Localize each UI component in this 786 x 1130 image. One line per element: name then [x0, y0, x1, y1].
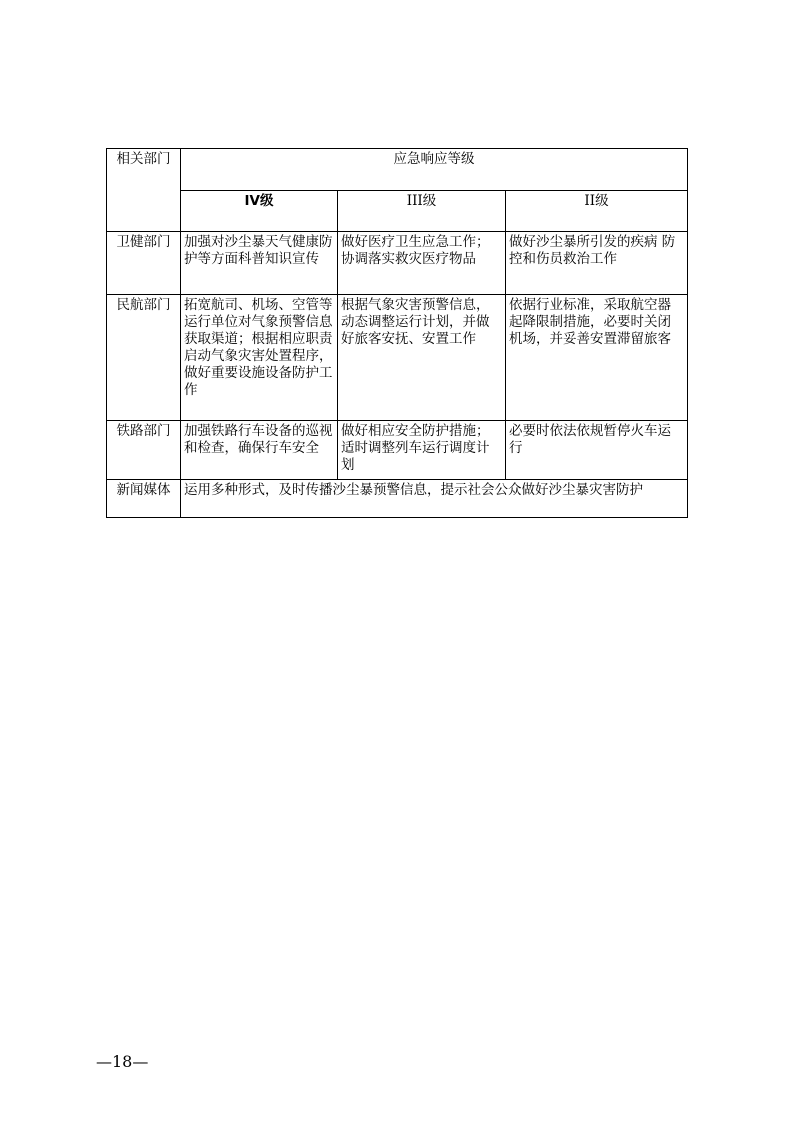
table-row-railway: [107, 421, 688, 480]
dept-aviation: 民航部门: [107, 295, 181, 421]
table-row-media: [107, 480, 688, 518]
response-level-header: 应急响应等级: [181, 149, 688, 191]
level-iii-header: III级: [338, 191, 506, 232]
dept-health: 卫健部门: [107, 232, 181, 295]
aviation-level-iii: 根据气象灾害预警信息，动态调整运行计划，并做好旅客安抚、安置工作: [338, 295, 506, 421]
table-row-health: [107, 232, 688, 295]
dept-railway: 铁路部门: [107, 421, 181, 480]
media-all-levels: 运用多种形式，及时传播沙尘暴预警信息，提示社会公众做好沙尘暴灾害防护: [181, 480, 688, 518]
page-number: —18—: [96, 1052, 149, 1071]
railway-level-iv: 加强铁路行车设备的巡视和检查，确保行车安全: [181, 421, 338, 480]
health-level-iv: 加强对沙尘暴天气健康防护等方面科普知识宣传: [181, 232, 338, 295]
table-row-aviation: [107, 295, 688, 421]
railway-level-ii: 必要时依法依规暂停火车运行: [506, 421, 688, 480]
railway-level-iii: 做好相应安全防护措施；适时调整列车运行调度计划: [338, 421, 506, 480]
aviation-level-ii: 依据行业标准，采取航空器起降限制措施，必要时关闭机场，并妥善安置滞留旅客: [506, 295, 688, 421]
aviation-level-iv: 拓宽航司、机场、空管等运行单位对气象预警信息获取渠道；根据相应职责启动气象灾害处置程序，做好重要设施设备防护工作: [181, 295, 338, 421]
dept-header: 相关部门: [107, 149, 181, 232]
emergency-response-table: [106, 148, 688, 518]
health-level-iii: 做好医疗卫生应急工作；协调落实救灾医疗物品: [338, 232, 506, 295]
level-iv-header: IV级: [181, 191, 338, 232]
health-level-ii: 做好沙尘暴所引发的疾病 防控和伤员救治工作: [506, 232, 688, 295]
dept-media: 新闻媒体: [107, 480, 181, 518]
level-ii-header: II级: [506, 191, 688, 232]
